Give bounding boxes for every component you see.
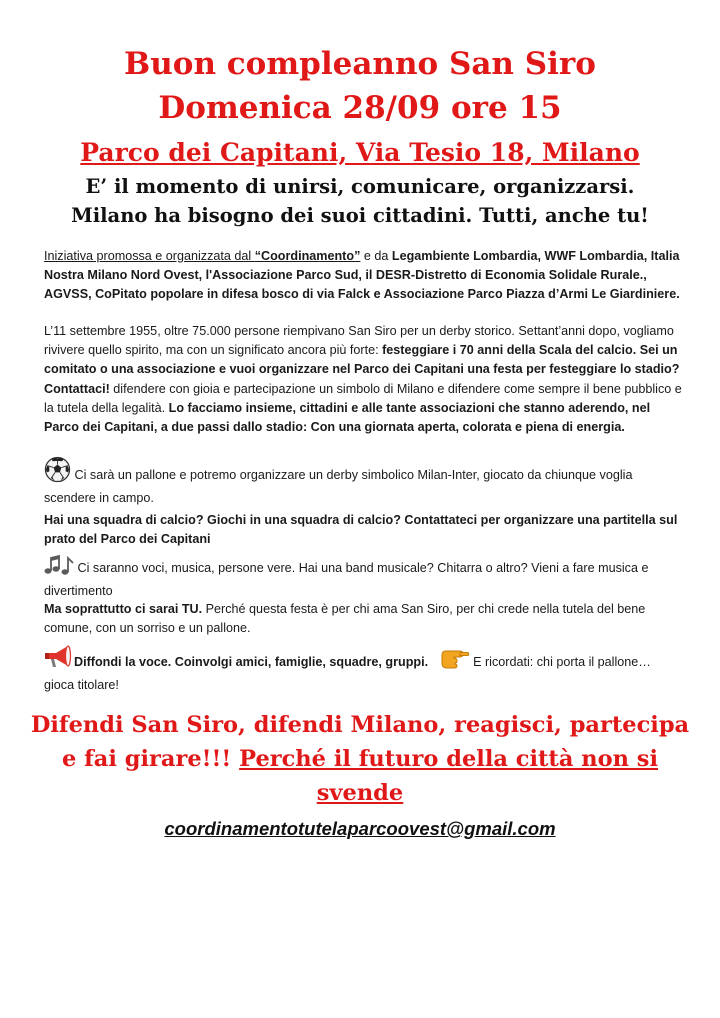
spread-paragraph bbox=[44, 644, 684, 695]
ball-text: Ci sarà un pallone e potremo organizzare un derby simbolico Milan-Inter, giocato da chiunque voglia scendere in campo. bbox=[44, 468, 633, 506]
history-paragraph bbox=[44, 322, 684, 437]
event-title: Buon compleanno San Siro bbox=[124, 46, 596, 82]
team-invitation: Hai una squadra di calcio? Giochi in una squadra di calcio? Contattateci per organizzare una partitella sul prato del Parco dei Capitani bbox=[44, 513, 678, 547]
history-highlight-1: festeggiare i 70 anni della Scala del calcio. Sei un comitato o una associazione e vuoi organizzare nel Parco dei Capitani una festa per festeggiare lo stadio? Contattaci! bbox=[44, 343, 680, 396]
spread-text: E ricordati: chi porta il pallone… gioca titolare! bbox=[44, 655, 651, 693]
music-paragraph bbox=[44, 554, 684, 601]
slogan-line-2: Milano ha bisogno dei suoi cittadini. Tutti, anche tu! bbox=[71, 204, 649, 227]
partner-organizations: Legambiente Lombardia, WWF Lombardia, Italia Nostra Milano Nord Ovest, l'Associazione Parco Sud, il DESR-Distretto di Economia Solidale Rurale., AGVSS, CoPitato popolare in difesa bosco di via Falck e Associazione Parco Piazza d’Armi Le Giardiniere. bbox=[44, 249, 680, 302]
intro-lead: Iniziativa promossa e organizzata dal bbox=[44, 249, 255, 263]
you-text: Perché questa festa è per chi ama San Siro, per chi crede nella tutela del bene comune, con un sorriso e un pallone. bbox=[44, 602, 646, 636]
event-date: Domenica 28/09 ore 15 bbox=[158, 90, 562, 126]
history-text-1: L’11 settembre 1955, oltre 75.000 persone riempivano San Siro per un derby storico. Settant’anni dopo, vogliamo rivivere quello spirito, ma con un significato ancora più forte: bbox=[44, 324, 674, 358]
closing-call-part-1: Difendi San Siro, difendi Milano, reagisci, partecipa e fai girare!!! bbox=[30, 712, 690, 772]
megaphone-icon bbox=[44, 644, 74, 676]
closing-call-part-2: Perché il futuro della città non si svende bbox=[239, 746, 659, 806]
music-text: Ci saranno voci, musica, persone vere. Hai una band musicale? Chitarra o altro? Vieni a fare musica e divertimento bbox=[44, 561, 649, 599]
you-highlight: Ma soprattutto ci sarai TU. bbox=[44, 602, 203, 616]
contact-email[interactable]: coordinamentotutelaparcoovest@gmail.com bbox=[164, 818, 556, 839]
soccer-ball-icon bbox=[44, 456, 71, 489]
ball-paragraph bbox=[44, 456, 684, 508]
spread-highlight: Diffondi la voce. Coinvolgi amici, famiglie, squadre, gruppi. bbox=[74, 655, 429, 669]
music-notes-icon bbox=[44, 554, 74, 582]
history-highlight-2: Lo facciamo insieme, cittadini e alle tante associazioni che stanno aderendo, nel Parco dei Capitani, a due passi dallo stadio: Con una giornata aperta, colorata e piena di energia. bbox=[44, 400, 651, 435]
slogan-line-1: E’ il momento di unirsi, comunicare, organizzarsi. bbox=[85, 175, 635, 198]
pointing-hand-icon bbox=[440, 646, 470, 676]
you-paragraph bbox=[44, 600, 684, 638]
event-location: Parco dei Capitani, Via Tesio 18, Milano bbox=[80, 138, 640, 167]
history-text-2: difendere con gioia e partecipazione un simbolo di Milano e difendere come sempre il bene pubblico e la tutela della legalità. bbox=[44, 381, 682, 415]
intro-connector: e da bbox=[360, 249, 392, 263]
intro-paragraph bbox=[44, 247, 684, 305]
closing-call bbox=[30, 708, 690, 810]
coordinamento-name: “Coordinamento” bbox=[254, 249, 361, 263]
